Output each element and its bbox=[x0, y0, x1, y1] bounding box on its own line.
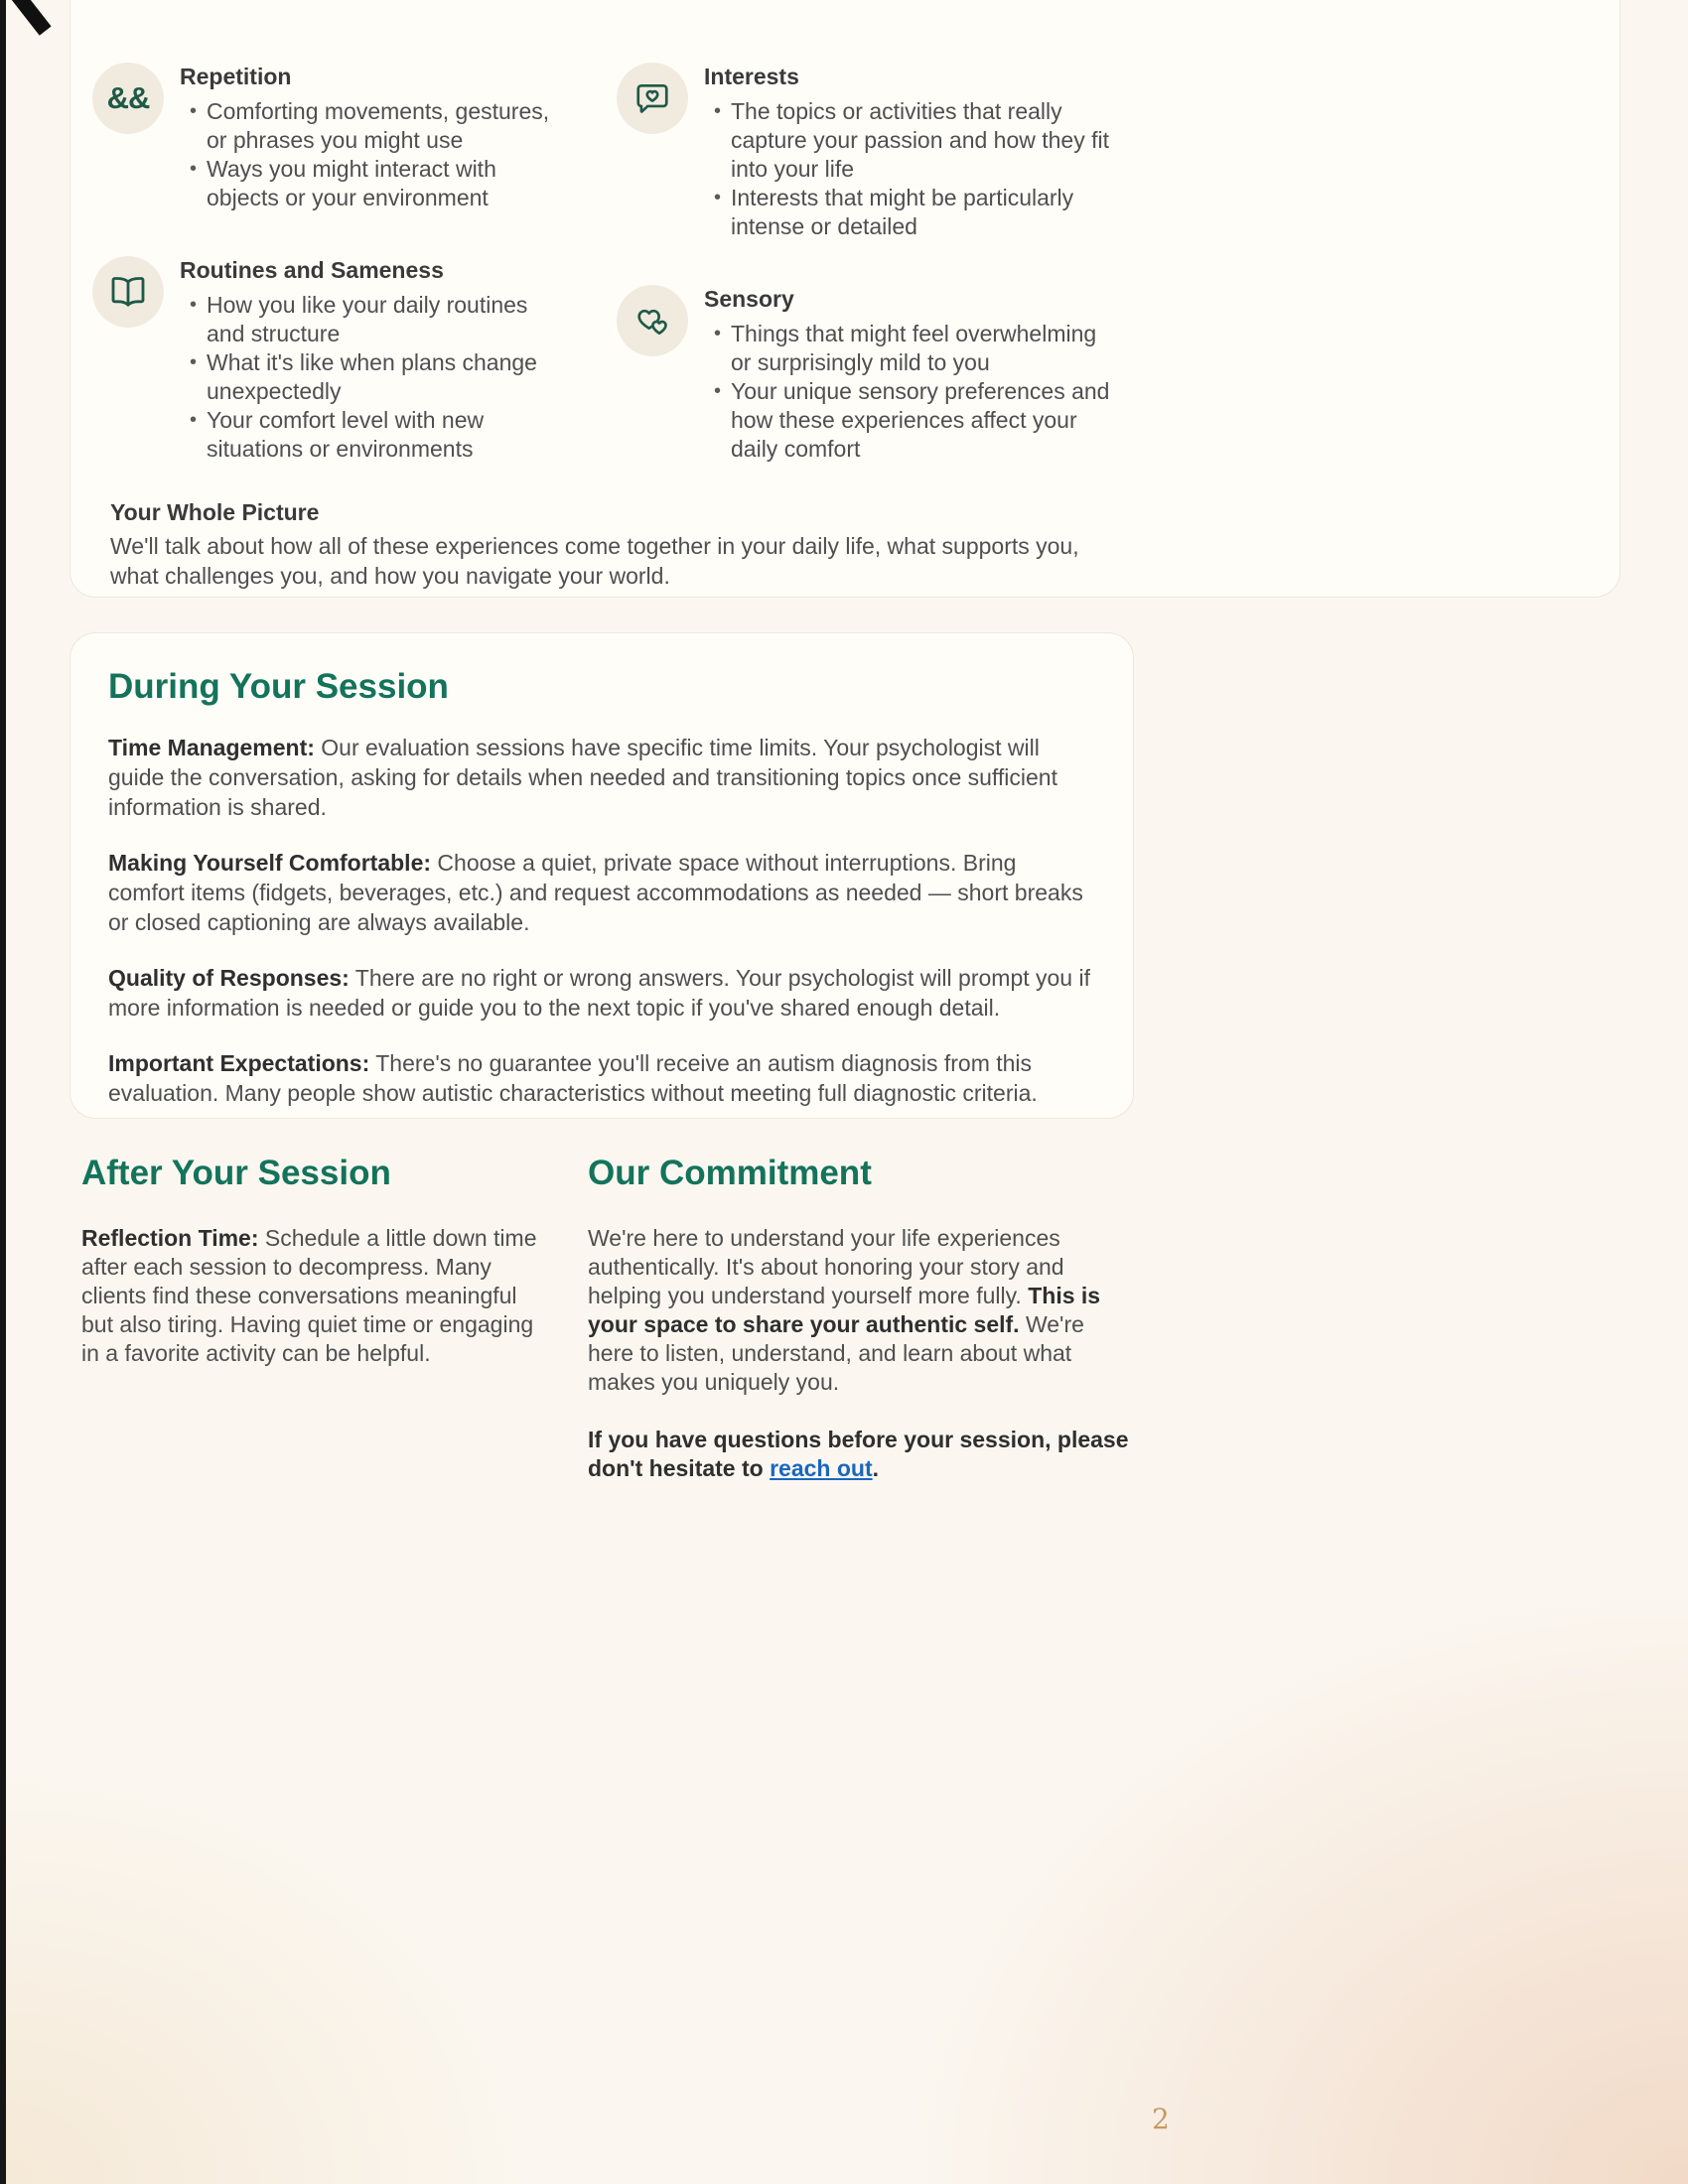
bullet-text: The topics or activities that really capture your passion and how they fit into your life bbox=[731, 98, 1110, 182]
bullet-text: Your unique sensory preferences and how these experiences affect your daily comfort bbox=[731, 378, 1110, 462]
bullet-item bbox=[704, 97, 1111, 184]
chat-heart-icon bbox=[633, 79, 671, 117]
topic-title: Repetition bbox=[180, 64, 292, 89]
paragraph-text: There's no guarantee you'll receive an autism diagnosis from this evaluation. Many people show autistic characteristics without meeting full diagnostic criteria. bbox=[108, 1050, 1038, 1106]
bullet-dot: • bbox=[189, 158, 197, 180]
paragraph-comfortable bbox=[108, 848, 1095, 937]
whole-picture-title: Your Whole Picture bbox=[110, 499, 320, 525]
topic-sensory bbox=[617, 285, 1590, 464]
page-left-edge bbox=[0, 0, 6, 2184]
paragraph-lead: Quality of Responses: bbox=[108, 965, 350, 991]
bullet-item bbox=[704, 377, 1111, 464]
bullet-dot: • bbox=[189, 100, 197, 122]
sensory-icon-circle bbox=[617, 285, 688, 356]
commitment-questions-paragraph bbox=[588, 1426, 1136, 1483]
ampersand-repetition-icon: && bbox=[106, 80, 150, 115]
paragraph-text: . bbox=[872, 1455, 880, 1481]
bullet-item bbox=[180, 97, 565, 155]
bullet-text: What it's like when plans change unexpectedly bbox=[207, 349, 537, 404]
after-session-title: After Your Session bbox=[81, 1154, 391, 1192]
bullet-dot: • bbox=[189, 351, 197, 373]
bullet-text: Your comfort level with new situations or environments bbox=[207, 407, 485, 462]
commitment-paragraph bbox=[588, 1224, 1136, 1397]
after-session-paragraph bbox=[81, 1224, 550, 1368]
bullet-dot: • bbox=[713, 380, 721, 402]
paragraph-text: Our evaluation sessions have specific time limits. Your psychologist will guide the conversation, asking for details when needed and transitioning topics once sufficient information is shared. bbox=[108, 735, 1057, 820]
routines-icon-circle bbox=[92, 256, 164, 328]
paragraph-lead: Making Yourself Comfortable: bbox=[108, 850, 432, 876]
bullet-text: Interests that might be particularly intense or detailed bbox=[731, 185, 1074, 239]
paragraph-lead: Important Expectations: bbox=[108, 1050, 370, 1076]
bullet-item bbox=[704, 184, 1111, 241]
paragraph-bold-text: This is your space to share your authentic self. bbox=[588, 1283, 1101, 1337]
paragraph-text: Schedule a little down time after each session to decompress. Many clients find these conversations meaningful but also tiring. Having quiet time or engaging in a favorite activity can be helpful. bbox=[81, 1225, 537, 1366]
topic-title: Interests bbox=[704, 64, 799, 89]
topic-repetition bbox=[92, 63, 597, 212]
corner-mark bbox=[11, 0, 51, 36]
paragraph-text: There are no right or wrong answers. Your psychologist will prompt you if more information is needed or guide you to the next topic if you've shared enough detail. bbox=[108, 965, 1090, 1021]
paragraph-time-management bbox=[108, 733, 1095, 822]
topic-title: Routines and Sameness bbox=[180, 257, 444, 283]
whole-picture-text: We'll talk about how all of these experiences come together in your daily life, what supports you, what challenges you, and how you navigate your world. bbox=[110, 533, 1079, 589]
bullet-item bbox=[180, 406, 565, 464]
two-hearts-icon bbox=[633, 301, 672, 341]
during-session-title: During Your Session bbox=[108, 667, 449, 706]
bullet-item bbox=[180, 291, 565, 348]
open-book-icon bbox=[108, 272, 148, 312]
bullet-text: How you like your daily routines and structure bbox=[207, 292, 528, 346]
whole-picture-block bbox=[110, 499, 1093, 591]
paragraph-text: Choose a quiet, private space without interruptions. Bring comfort items (fidgets, beverages, etc.) and request accommodations as needed — short breaks or closed captioning are always available. bbox=[108, 850, 1083, 935]
bullet-dot: • bbox=[713, 187, 721, 208]
topics-card bbox=[70, 0, 1620, 598]
reach-out-link[interactable]: reach out bbox=[770, 1455, 873, 1481]
bullet-dot: • bbox=[713, 100, 721, 122]
paragraph-bold-text bbox=[588, 1427, 1129, 1481]
bullet-dot: • bbox=[189, 409, 197, 431]
bullet-item bbox=[704, 320, 1111, 377]
repetition-icon-circle bbox=[92, 63, 164, 134]
paragraph-text: We're here to listen, understand, and learn about what makes you uniquely you. bbox=[588, 1311, 1084, 1395]
topic-title: Sensory bbox=[704, 286, 794, 312]
interests-icon-circle bbox=[617, 63, 688, 134]
paragraph-lead: Time Management: bbox=[108, 735, 315, 760]
bullet-text: Things that might feel overwhelming or surprisingly mild to you bbox=[731, 321, 1097, 375]
paragraph-lead: Reflection Time: bbox=[81, 1225, 259, 1251]
bullet-dot: • bbox=[713, 323, 721, 344]
topics-right-column bbox=[617, 63, 1590, 464]
paragraph-expectations bbox=[108, 1048, 1095, 1108]
bullet-dot: • bbox=[189, 294, 197, 316]
page-number: 2 bbox=[1152, 2103, 1170, 2135]
bullet-text: Ways you might interact with objects or your environment bbox=[207, 156, 496, 210]
paragraph-text: If you have questions before your session, please don't hesitate to bbox=[588, 1427, 1129, 1481]
during-session-card bbox=[70, 632, 1134, 1119]
after-session-section bbox=[81, 1154, 550, 1368]
commitment-title: Our Commitment bbox=[588, 1154, 872, 1192]
commitment-section bbox=[588, 1154, 1136, 1483]
bullet-item bbox=[180, 155, 565, 212]
topic-routines bbox=[92, 256, 597, 464]
topic-interests bbox=[617, 63, 1590, 241]
bullet-text: Comforting movements, gestures, or phrases you might use bbox=[207, 98, 550, 153]
topics-left-column bbox=[92, 63, 597, 464]
bullet-item bbox=[180, 348, 565, 406]
paragraph-text: We're here to understand your life experiences authentically. It's about honoring your story and helping you understand yourself more fully. bbox=[588, 1225, 1064, 1308]
paragraph-quality bbox=[108, 963, 1095, 1023]
